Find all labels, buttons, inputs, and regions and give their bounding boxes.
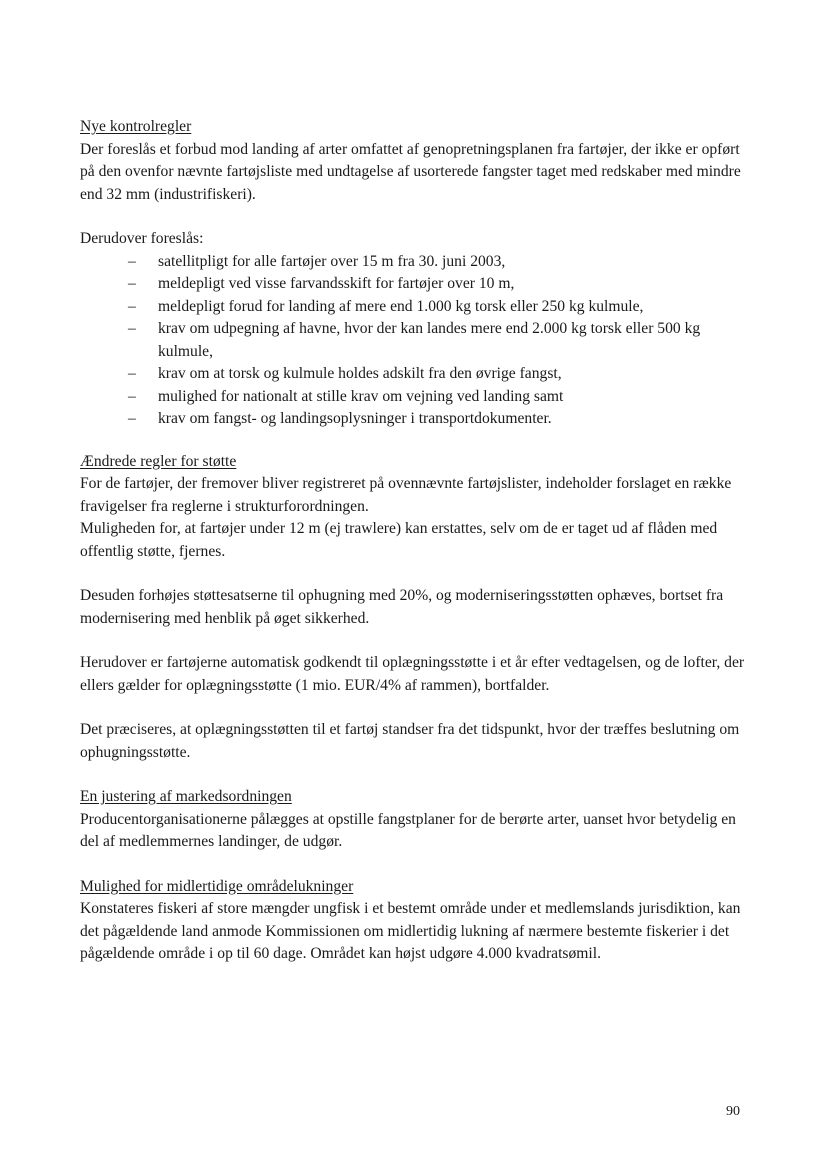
heading-nye-kontrolregler: Nye kontrolregler — [80, 118, 192, 135]
list-item-text: krav om at torsk og kulmule holdes adskilt fra den øvrige fangst, — [158, 365, 562, 382]
paragraph-stoette-2: Muligheden for, at fartøjer under 12 m (ej trawlere) kan erstattes, selv om de er taget ud af flåden med offentlig støtte, fjernes. — [80, 520, 718, 560]
heading-omraadelukninger: Mulighed for midlertidige områdelukninger — [80, 877, 354, 895]
list-item — [128, 273, 755, 296]
paragraph-markedsordning: Producentorganisationerne pålægges at opstille fangstplaner for de berørte arter, uanset hvor betydelig en del af medlemmernes landinger, de udgør. — [80, 810, 736, 850]
list-item-text: krav om fangst- og landingsoplysninger i transportdokumenter. — [158, 410, 552, 427]
dash-bullet-icon: – — [128, 365, 136, 382]
heading-aendrede-regler: Ændrede regler for støtte — [80, 452, 237, 470]
spacer — [80, 431, 755, 451]
bullet-list-derudover — [80, 251, 755, 431]
list-item-text: satellitpligt for alle fartøjer over 15 m fra 30. juni 2003, — [158, 252, 506, 270]
paragraph-stoette-4: Herudover er fartøjerne automatisk godkendt til oplægningsstøtte i et år efter vedtagelsen, og de lofter, der ellers gælder for oplægningsstøtte (1 mio. EUR/4% af rammen), bortfalder. — [80, 654, 745, 694]
paragraph-kontrolregler: Der foreslås et forbud mod landing af arter omfattet af genopretningsplanen fra fartøjer, der ikke er opført på den ovenfor nævnte fartøjsliste med undtagelse af usorterede fangster taget med redskaber med mindre end 32 mm (industrifiskeri). — [80, 140, 741, 203]
list-item — [128, 251, 755, 274]
paragraph-omraadelukninger: Konstateres fiskeri af store mængder ungfisk i et bestemt område under et medlemslands jurisdiktion, kan det pågældende land anmode Kommissionen om midlertidig lukning af nærmere bestemte fiskerier i det pågældende område i op til 60 dage. Området kan højst udgøre 4.000 kvadratsømil. — [80, 900, 741, 962]
list-item — [128, 296, 755, 319]
heading-markedsordning: En justering af markedsordningen — [80, 788, 292, 805]
document-body — [80, 116, 755, 966]
dash-bullet-icon: – — [128, 387, 136, 405]
paragraph-stoette-5: Det præciseres, at oplægningsstøtten til et fartøj standser fra det tidspunkt, hvor der træffes beslutning om ophugningsstøtte. — [80, 721, 740, 761]
list-item-text: meldepligt forud for landing af mere end 1.000 kg torsk eller 250 kg kulmule, — [158, 297, 644, 315]
spacer — [80, 697, 755, 719]
list-item — [128, 363, 755, 386]
page-number: 90 — [726, 1104, 740, 1119]
spacer — [80, 854, 755, 876]
dash-bullet-icon: – — [128, 410, 136, 427]
list-item — [128, 386, 755, 409]
list-item-text: meldepligt ved visse farvandsskift for fartøjer over 10 m, — [158, 275, 515, 292]
dash-bullet-icon: – — [128, 275, 136, 292]
paragraph-stoette-1: For de fartøjer, der fremover bliver registreret på ovennævnte fartøjslister, indeholder forslaget en række fravigelser fra reglerne i strukturforordningen. — [80, 475, 732, 515]
dash-bullet-icon: – — [128, 297, 136, 315]
spacer — [80, 563, 755, 585]
paragraph-stoette-3: Desuden forhøjes støttesatserne til ophugning med 20%, og moderniseringsstøtten ophæves, bortset fra modernisering med henblik på øget sikkerhed. — [80, 587, 724, 627]
spacer — [80, 764, 755, 786]
spacer — [80, 630, 755, 652]
list-item-text: krav om udpegning af havne, hvor der kan landes mere end 2.000 kg torsk eller 500 kg kulmule, — [158, 320, 701, 360]
list-item — [128, 408, 755, 431]
dash-bullet-icon: – — [128, 252, 136, 270]
dash-bullet-icon: – — [128, 320, 136, 337]
spacer — [80, 206, 755, 228]
list-item-text: mulighed for nationalt at stille krav om vejning ved landing samt — [158, 387, 564, 405]
paragraph-derudover-intro: Derudover foreslås: — [80, 230, 204, 247]
list-item — [128, 318, 755, 363]
